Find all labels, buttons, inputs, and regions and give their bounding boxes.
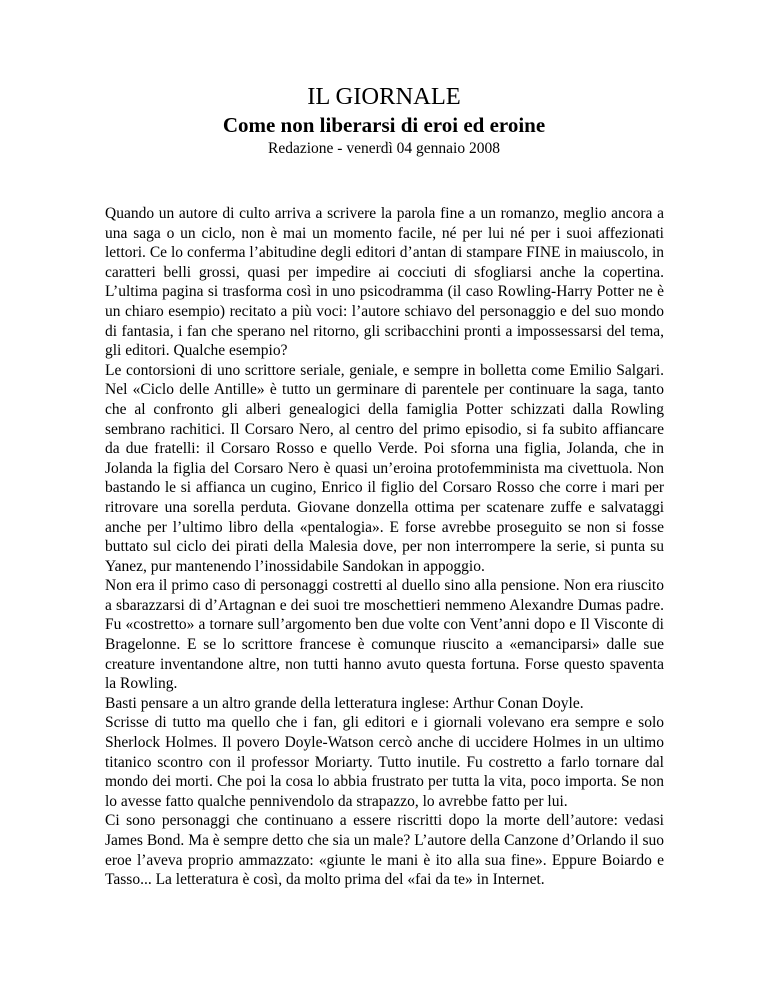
article-paragraph: Ci sono personaggi che continuano a essere riscritti dopo la morte dell’autore: vedasi James Bond. Ma è sempre detto che sia un male? L’autore della Canzone d’Orlando il suo eroe l’aveva proprio ammazzato: «giunte le mani è ito alla sua fine». Eppure Boiardo e Tasso... La letteratura è così, da molto prima del «fai da te» in Internet. — [105, 812, 664, 889]
masthead — [0, 82, 768, 159]
article-paragraph: Le contorsioni di uno scrittore seriale, geniale, e sempre in bolletta come Emilio Salgari. Nel «Ciclo delle Antille» è tutto un germinare di parentele per continuare la saga, tanto che al confronto gli alberi genealogici della famiglia Potter schizzati dalla Rowling sembrano rachitici. Il Corsaro Nero, al centro del primo episodio, si fa subito affiancare da due fratelli: il Corsaro Rosso e quello Verde. Poi sforna una figlia, Jolanda, che in Jolanda la figlia del Corsaro Nero è quasi un’eroina protofemminista ma civettuola. Non bastando le si affianca un cugino, Enrico il figlio del Corsaro Rosso che corre i mari per ritrovare una sorella perduta. Giovane donzella ottima per scatenare zuffe e salvataggi anche per l’ultimo libro della «pentalogia». E forse avrebbe proseguito se non si fosse buttato sul ciclo dei pirati della Malesia dove, per non interrompere la serie, si punta su Yanez, pur mantenendo l’inossidabile Sandokan in appoggio. — [105, 361, 664, 575]
article-paragraph: Basti pensare a un altro grande della letteratura inglese: Arthur Conan Doyle. — [105, 694, 584, 712]
article-paragraph: Quando un autore di culto arriva a scrivere la parola fine a un romanzo, meglio ancora a una saga o un ciclo, non è mai un momento facile, né per lui né per i suoi affezionati lettori. Ce lo conferma l’abitudine degli editori d’antan di stampare FINE in maiuscolo, in caratteri belli grossi, quasi per impedire ai cocciuti di sfogliarsi anche la copertina. L’ultima pagina si trasforma così in uno psicodramma (il caso Rowling-Harry Potter ne è un chiaro esempio) recitato a più voci: l’autore schiavo del personaggio e del suo mondo di fantasia, i fan che sperano nel ritorno, gli scribacchini pronti a impossessarsi del tema, gli editori. Qualche esempio? — [105, 205, 664, 360]
article-paragraph: Scrisse di tutto ma quello che i fan, gli editori e i giornali volevano era sempre e solo Sherlock Holmes. Il povero Doyle-Watson cercò anche di uccidere Holmes in un ultimo titanico scontro con il professor Moriarty. Tutto inutile. Fu costretto a farlo tornare dal mondo dei morti. Che poi la cosa lo abbia frustrato per tutta la vita, poco importa. Se non lo avesse fatto qualche pennivendolo da strapazzo, lo avrebbe fatto per lui. — [105, 714, 664, 810]
newspaper-name: IL GIORNALE — [307, 83, 461, 110]
article-headline: Come non liberarsi di eroi ed eroine — [222, 113, 546, 137]
article-body — [105, 204, 664, 890]
article-byline: Redazione - venerdì 04 gennaio 2008 — [268, 140, 500, 157]
article-paragraph: Non era il primo caso di personaggi costretti al duello sino alla pensione. Non era riuscito a sbarazzarsi di d’Artagnan e dei suoi tre moschettieri nemmeno Alexandre Dumas padre. Fu «costretto» a tornare sull’argomento ben due volte con Vent’anni dopo e Il Visconte di Bragelonne. E se lo scrittore francese è comunque riuscito a «emanciparsi» dalle sue creature inventandone altre, non tutti hanno avuto questa fortuna. Forse questo spaventa la Rowling. — [105, 577, 664, 693]
